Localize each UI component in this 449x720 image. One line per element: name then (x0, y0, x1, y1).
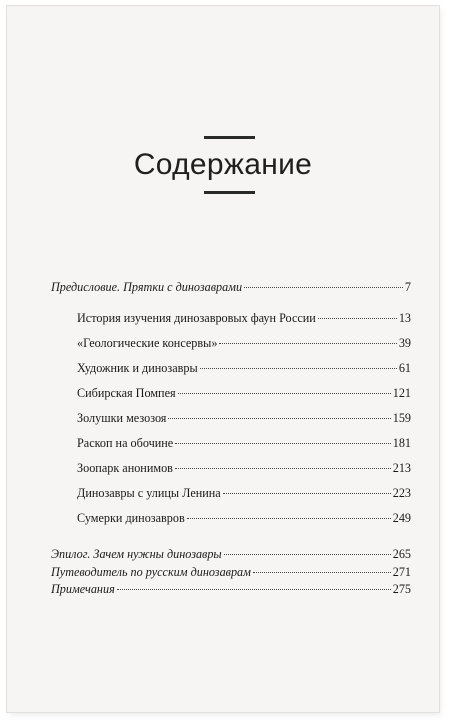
toc-leader-dots (318, 318, 397, 319)
toc-entry-label: История изучения динозавровых фаун России (77, 311, 316, 325)
toc-entry-label: Сумерки динозавров (77, 511, 185, 525)
toc-leader-dots (187, 518, 391, 519)
title-rule-bottom (204, 191, 255, 194)
toc-entry (77, 385, 411, 401)
toc-entry-label: Примечания (51, 582, 115, 596)
toc-entry-label: Сибирская Помпея (77, 386, 176, 400)
toc-entry (77, 485, 411, 501)
toc-entry-label: Золушки мезозоя (77, 411, 167, 425)
toc-entry (77, 510, 411, 526)
toc-entry-page: 213 (392, 461, 411, 475)
toc-entry-page: 223 (392, 486, 411, 500)
toc-entry (77, 410, 411, 426)
title-rule-top (204, 136, 255, 139)
toc-entry-label: Художник и динозавры (77, 361, 198, 375)
toc-entry-label: Динозавры с улицы Ленина (77, 486, 221, 500)
toc-leader-dots (178, 393, 391, 394)
toc-leader-dots (253, 572, 391, 573)
toc-entry (77, 360, 411, 376)
toc-leader-dots (175, 468, 391, 469)
toc-entry-page: 271 (392, 565, 411, 579)
toc-entry (51, 564, 411, 580)
toc-entry-label: Эпилог. Зачем нужны динозавры (51, 547, 222, 561)
toc-leader-dots (224, 554, 391, 555)
toc-entry-page: 13 (398, 311, 411, 325)
toc-entry-page: 159 (392, 411, 411, 425)
toc-entry-label: Раскоп на обочине (77, 436, 174, 450)
toc-entry-label: «Геологические консервы» (77, 336, 218, 350)
toc-leader-dots (219, 343, 396, 344)
toc-entry-label: Предисловие. Прятки с динозаврами (51, 280, 243, 294)
toc-entry-page: 249 (392, 511, 411, 525)
toc-entry-page: 61 (398, 361, 411, 375)
toc-leader-dots (223, 493, 391, 494)
toc-leader-dots (200, 368, 397, 369)
toc-entry (51, 546, 411, 562)
toc-entry (51, 279, 411, 295)
toc-leader-dots (117, 589, 391, 590)
toc-entry (51, 581, 411, 597)
toc-entry-label: Путеводитель по русским динозаврам (51, 565, 251, 579)
toc-entry (77, 310, 411, 326)
toc-entry (77, 435, 411, 451)
toc-entry-page: 181 (392, 436, 411, 450)
toc-entry (77, 460, 411, 476)
toc-entry-page: 121 (392, 386, 411, 400)
toc-entry-page: 265 (392, 547, 411, 561)
toc-entry-page: 39 (398, 336, 411, 350)
toc-leader-dots (175, 443, 391, 444)
toc-entry-page: 7 (404, 280, 411, 294)
toc-leader-dots (244, 287, 403, 288)
toc-entry-page: 275 (392, 582, 411, 596)
toc-leader-dots (168, 418, 390, 419)
toc-entry (77, 335, 411, 351)
page-title: Содержание (133, 148, 313, 181)
toc-entry-label: Зоопарк анонимов (77, 461, 173, 475)
book-page (7, 6, 439, 712)
